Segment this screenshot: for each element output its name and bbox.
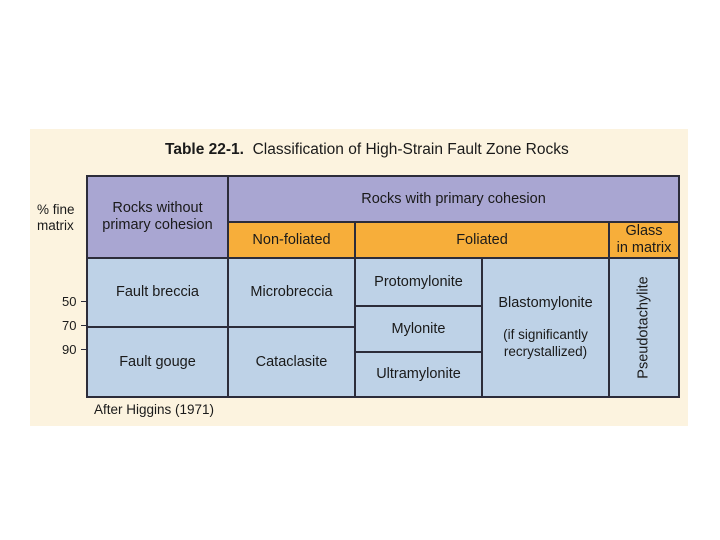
cell-fault-breccia: Fault breccia [88, 259, 227, 326]
blastomylonite-label: Blastomylonite [498, 295, 593, 311]
table-number: Table 22-1. [165, 141, 244, 158]
cell-cataclasite: Cataclasite [229, 328, 354, 396]
table-panel [30, 129, 688, 426]
cell-blastomylonite [483, 259, 608, 396]
axis-label-line1: % fine [37, 202, 75, 217]
header-without-cohesion-line1: Rocks without [112, 200, 203, 216]
header-with-cohesion: Rocks with primary cohesion [229, 177, 678, 221]
header-non-foliated: Non-foliated [229, 223, 354, 257]
blastomylonite-note-line1: (if significantly [503, 327, 588, 342]
header-glass-in-matrix [610, 223, 678, 257]
cell-pseudotachylite [610, 259, 678, 396]
table-title [165, 141, 685, 163]
tick-50: 50 [62, 294, 77, 309]
cell-microbreccia: Microbreccia [229, 259, 354, 326]
header-without-cohesion-line2: primary cohesion [102, 217, 213, 233]
axis-label [37, 202, 75, 234]
cell-mylonite: Mylonite [356, 307, 481, 351]
tick-70: 70 [62, 318, 77, 333]
header-foliated: Foliated [356, 223, 608, 257]
cell-ultramylonite: Ultramylonite [356, 353, 481, 396]
tick-mark-70 [81, 325, 88, 326]
tick-90: 90 [62, 342, 77, 357]
header-glass-line2: in matrix [616, 240, 672, 256]
tick-mark-50 [81, 301, 88, 302]
tick-mark-90 [81, 349, 88, 350]
pseudotachylite-label: Pseudotachylite [635, 276, 652, 379]
cell-protomylonite: Protomylonite [356, 259, 481, 305]
header-glass-line1: Glass [625, 223, 663, 239]
axis-label-line2: matrix [37, 218, 74, 233]
header-without-cohesion [88, 177, 227, 257]
cell-fault-gouge: Fault gouge [88, 328, 227, 396]
source-credit: After Higgins (1971) [94, 402, 215, 417]
blastomylonite-note-line2: recrystallized) [503, 344, 588, 359]
table-title-text: Classification of High-Strain Fault Zone Rocks [252, 141, 569, 158]
